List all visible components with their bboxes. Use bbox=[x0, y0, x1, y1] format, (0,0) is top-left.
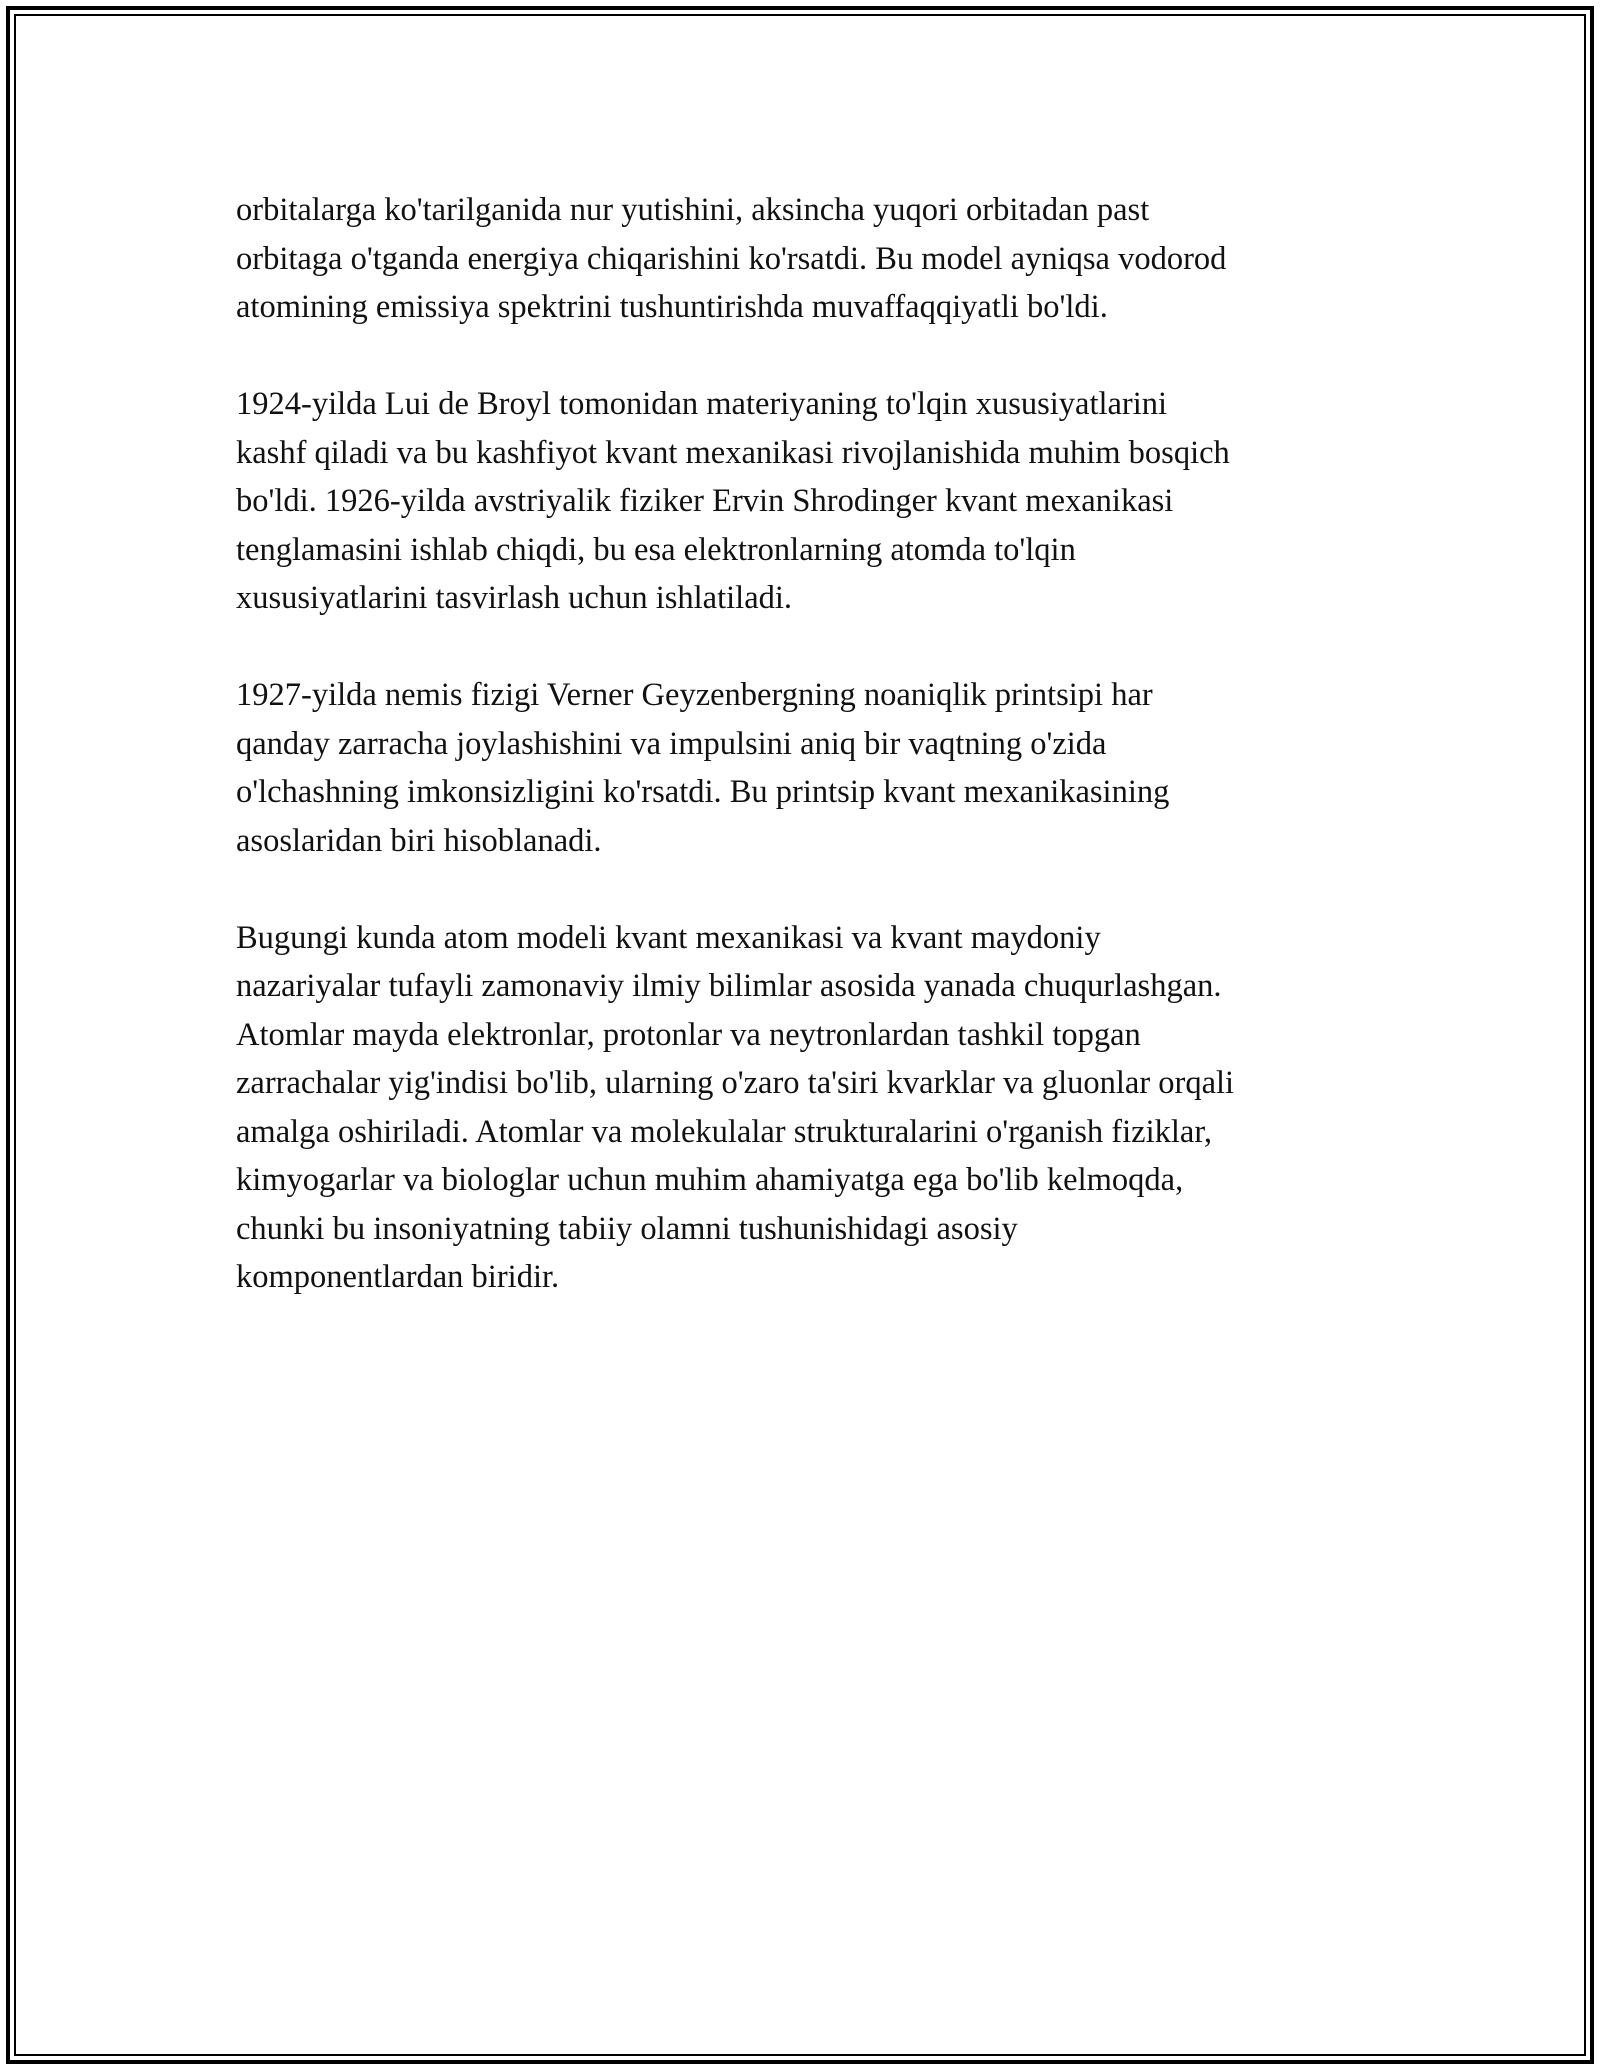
paragraph-1: orbitalarga ko'tarilganida nur yutishini, aksincha yuqori orbitadan past orbitaga o'tganda energiya chiqarishini ko'rsatdi. Bu model ayniqsa vodorod atomining emissiya spektrini tushuntirishda muvaffaqqiyatli bo'ldi. bbox=[236, 192, 1227, 325]
paragraph-4: Bugungi kunda atom modeli kvant mexanikasi va kvant maydoniy nazariyalar tufayli zamonaviy ilmiy bilimlar asosida yanada chuqurlashgan. Atomlar mayda elektronlar, protonlar va neytronlardan tashkil topgan zarrachalar yig'indisi bo'lib, ularning o'zaro ta'siri kvarklar va gluonlar orqali amalga oshiriladi. Atomlar va molekulalar strukturalarini o'rganish fiziklar, kimyogarlar va biologlar uchun muhim ahamiyatga ega bo'lib kelmoqda, chunki bu insoniyatning tabiiy olamni tushunishidagi asosiy komponentlardan biridir. bbox=[236, 919, 1235, 1295]
paragraph-2: 1924-yilda Lui de Broyl tomonidan materiyaning to'lqin xususiyatlarini kashf qiladi va bu kashfiyot kvant mexanikasi rivojlanishida muhim bosqich bo'ldi. 1926-yilda avstriyalik fiziker Ervin Shrodinger kvant mexanikasi tenglamasini ishlab chiqdi, bu esa elektronlarning atomda to'lqin xususiyatlarini tasvirlash uchun ishlatiladi. bbox=[236, 386, 1230, 616]
document-body bbox=[236, 186, 1376, 1350]
paragraph-3: 1927-yilda nemis fizigi Verner Geyzenbergning noaniqlik printsipi har qanday zarracha joylashishini va impulsini aniq bir vaqtning o'zida o'lchashning imkonsizligini ko'rsatdi. Bu printsip kvant mexanikasining asoslaridan biri hisoblanadi. bbox=[236, 677, 1170, 859]
